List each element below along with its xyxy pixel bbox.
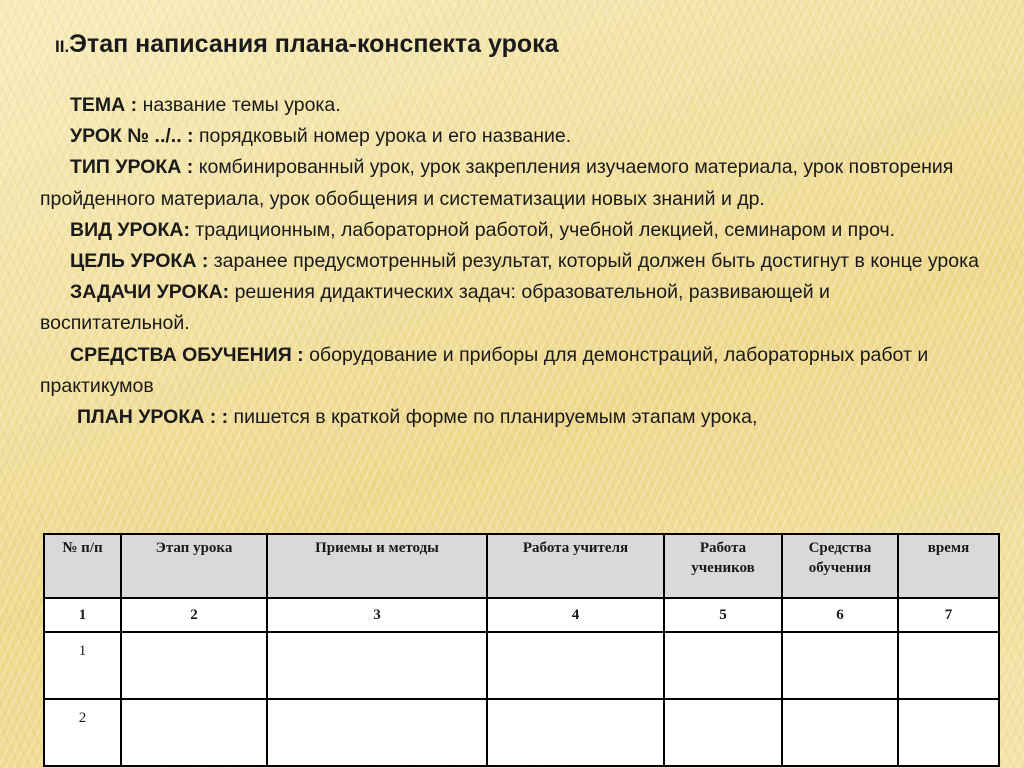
title-prefix: II. xyxy=(55,37,70,56)
table-row xyxy=(44,699,999,766)
table-cell xyxy=(898,699,999,766)
title-text: Этап написания плана-конспекта урока xyxy=(69,30,559,58)
item-term: ТЕМА : xyxy=(70,94,138,116)
item-vid-uroka xyxy=(40,215,980,246)
item-term: ВИД УРОКА: xyxy=(70,218,190,241)
table-cell xyxy=(664,699,782,766)
definitions-list xyxy=(40,90,980,433)
item-desc: оборудование и приборы для демонстраций, лабораторных работ и практикумов xyxy=(40,343,929,397)
header-cell: Работа учителя xyxy=(487,534,664,598)
item-desc: пишется в краткой форме по планируемым этапам урока, xyxy=(228,406,758,429)
table-cell xyxy=(898,632,999,699)
table-cell xyxy=(782,699,898,766)
header-cell: Приемы и методы xyxy=(267,534,487,598)
item-plan-uroka xyxy=(40,402,980,433)
item-tsel-uroka xyxy=(40,246,980,277)
table-cell xyxy=(267,699,487,766)
item-desc: традиционным, лабораторной работой, учебной лекцией, семинаром и проч. xyxy=(189,218,896,241)
header-cell: Работа учеников xyxy=(664,534,782,598)
item-term: ПЛАН УРОКА : : xyxy=(77,406,229,429)
column-number-cell: 6 xyxy=(782,598,898,632)
table-cell xyxy=(267,632,487,699)
table-cell xyxy=(487,632,664,699)
table-row xyxy=(44,632,999,699)
item-desc: порядковый номер урока и его название. xyxy=(193,125,572,148)
item-desc: комбинированный урок, урок закрепления изучаемого материала, урок повторения пройденного материала, урок обобщения и систематизации новых знаний и др. xyxy=(40,156,954,210)
table-cell xyxy=(782,632,898,699)
table-cell xyxy=(121,632,267,699)
item-term: ЗАДАЧИ УРОКА: xyxy=(70,281,230,304)
column-number-cell: 7 xyxy=(898,598,999,632)
row-number-cell: 1 xyxy=(44,632,121,699)
page-title xyxy=(55,30,559,59)
header-cell: № п/п xyxy=(44,534,121,598)
item-tip-uroka xyxy=(40,152,980,214)
item-term: ЦЕЛЬ УРОКА : xyxy=(70,250,209,273)
table-header-row xyxy=(44,534,999,598)
lesson-plan-table xyxy=(43,533,1000,767)
column-number-cell: 5 xyxy=(664,598,782,632)
header-cell: Этап урока xyxy=(121,534,267,598)
column-number-cell: 2 xyxy=(121,598,267,632)
item-zadachi-uroka xyxy=(40,277,980,339)
table-cell xyxy=(487,699,664,766)
column-number-cell: 1 xyxy=(44,598,121,632)
table-cell xyxy=(121,699,267,766)
item-desc: название темы урока. xyxy=(137,94,341,116)
row-number-cell: 2 xyxy=(44,699,121,766)
item-term: ТИП УРОКА : xyxy=(70,156,194,179)
item-term: СРЕДСТВА ОБУЧЕНИЯ : xyxy=(70,343,304,366)
item-tema xyxy=(40,90,980,121)
item-sredstva-obucheniya xyxy=(40,340,980,402)
header-cell: Средства обучения xyxy=(782,534,898,598)
item-desc: решения дидактических задач: образовательной, развивающей и воспитательной. xyxy=(40,281,830,335)
column-number-row xyxy=(44,598,999,632)
column-number-cell: 4 xyxy=(487,598,664,632)
item-desc: заранее предусмотренный результат, который должен быть достигнут в конце урока xyxy=(208,250,979,273)
item-urok xyxy=(40,121,980,152)
column-number-cell: 3 xyxy=(267,598,487,632)
item-term: УРОК № ../.. : xyxy=(70,125,194,148)
header-cell: время xyxy=(898,534,999,598)
table-cell xyxy=(664,632,782,699)
